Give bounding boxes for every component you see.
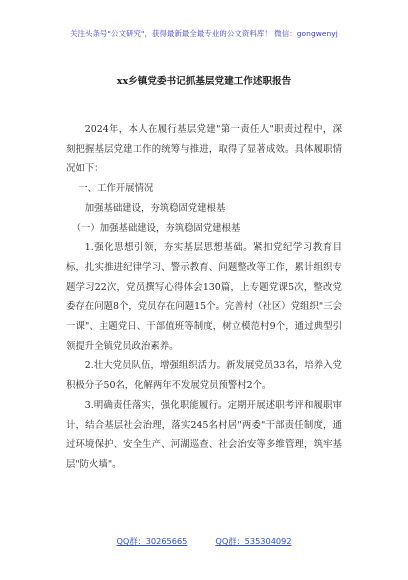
intro-paragraph: 2024年，本人在履行基层党建"第一责任人"职责过程中，深刻把握基层党建工作的统筹与推进，取得了显著成效。具体履职情况如下：: [66, 124, 342, 175]
body-paragraph-3: 3.明确责任落实，强化职能履行。定期开展述职考评和履职审计，结合基层社会治理，落实245名村居"两委"干部责任制度，通过环境保护、安全生产、河湖巡查、社会治安等多维管理，筑牢基层"防火墙"。: [66, 399, 342, 470]
section-subtitle: 加强基础建设，夯筑稳固党建根基: [84, 202, 226, 214]
subsection-heading: （一）加强基础建设，夯筑稳固党建根基: [71, 222, 241, 234]
section-heading: 一、工作开展情况: [78, 183, 154, 195]
qq-group-link-2[interactable]: QQ群：535304092: [215, 536, 292, 546]
document-title: xx乡镇党委书记抓基层党建工作述职报告: [116, 76, 292, 87]
footer: [0, 536, 408, 547]
body-paragraph-2: 2.壮大党员队伍，增强组织活力。新发展党员33名，培养入党积极分子50名，化解两年不发展党员预警村2个。: [66, 360, 342, 392]
body-paragraph-1: 1.强化思想引领，夯实基层思想基础。紧扣党纪学习教育目标，扎实推进纪律学习、警示教育、问题整改等工作，累计组织专题学习22次，党员撰写心得体会130篇，上专题党课5次，整改党委存在问题8个，党员存在问题15个。完善村（社区）党组织"三会一课"、主题党日、干部值班等制度，树立模范村9个，通过典型引领提升全镇党员政治素养。: [66, 242, 342, 352]
header-banner: 关注头条号"公文研究"，获得最新最全最专业的公文资料库！ 微信：gongwenyj: [70, 29, 338, 38]
qq-group-link-1[interactable]: QQ群：30265665: [116, 536, 188, 546]
document-body: [66, 120, 342, 475]
